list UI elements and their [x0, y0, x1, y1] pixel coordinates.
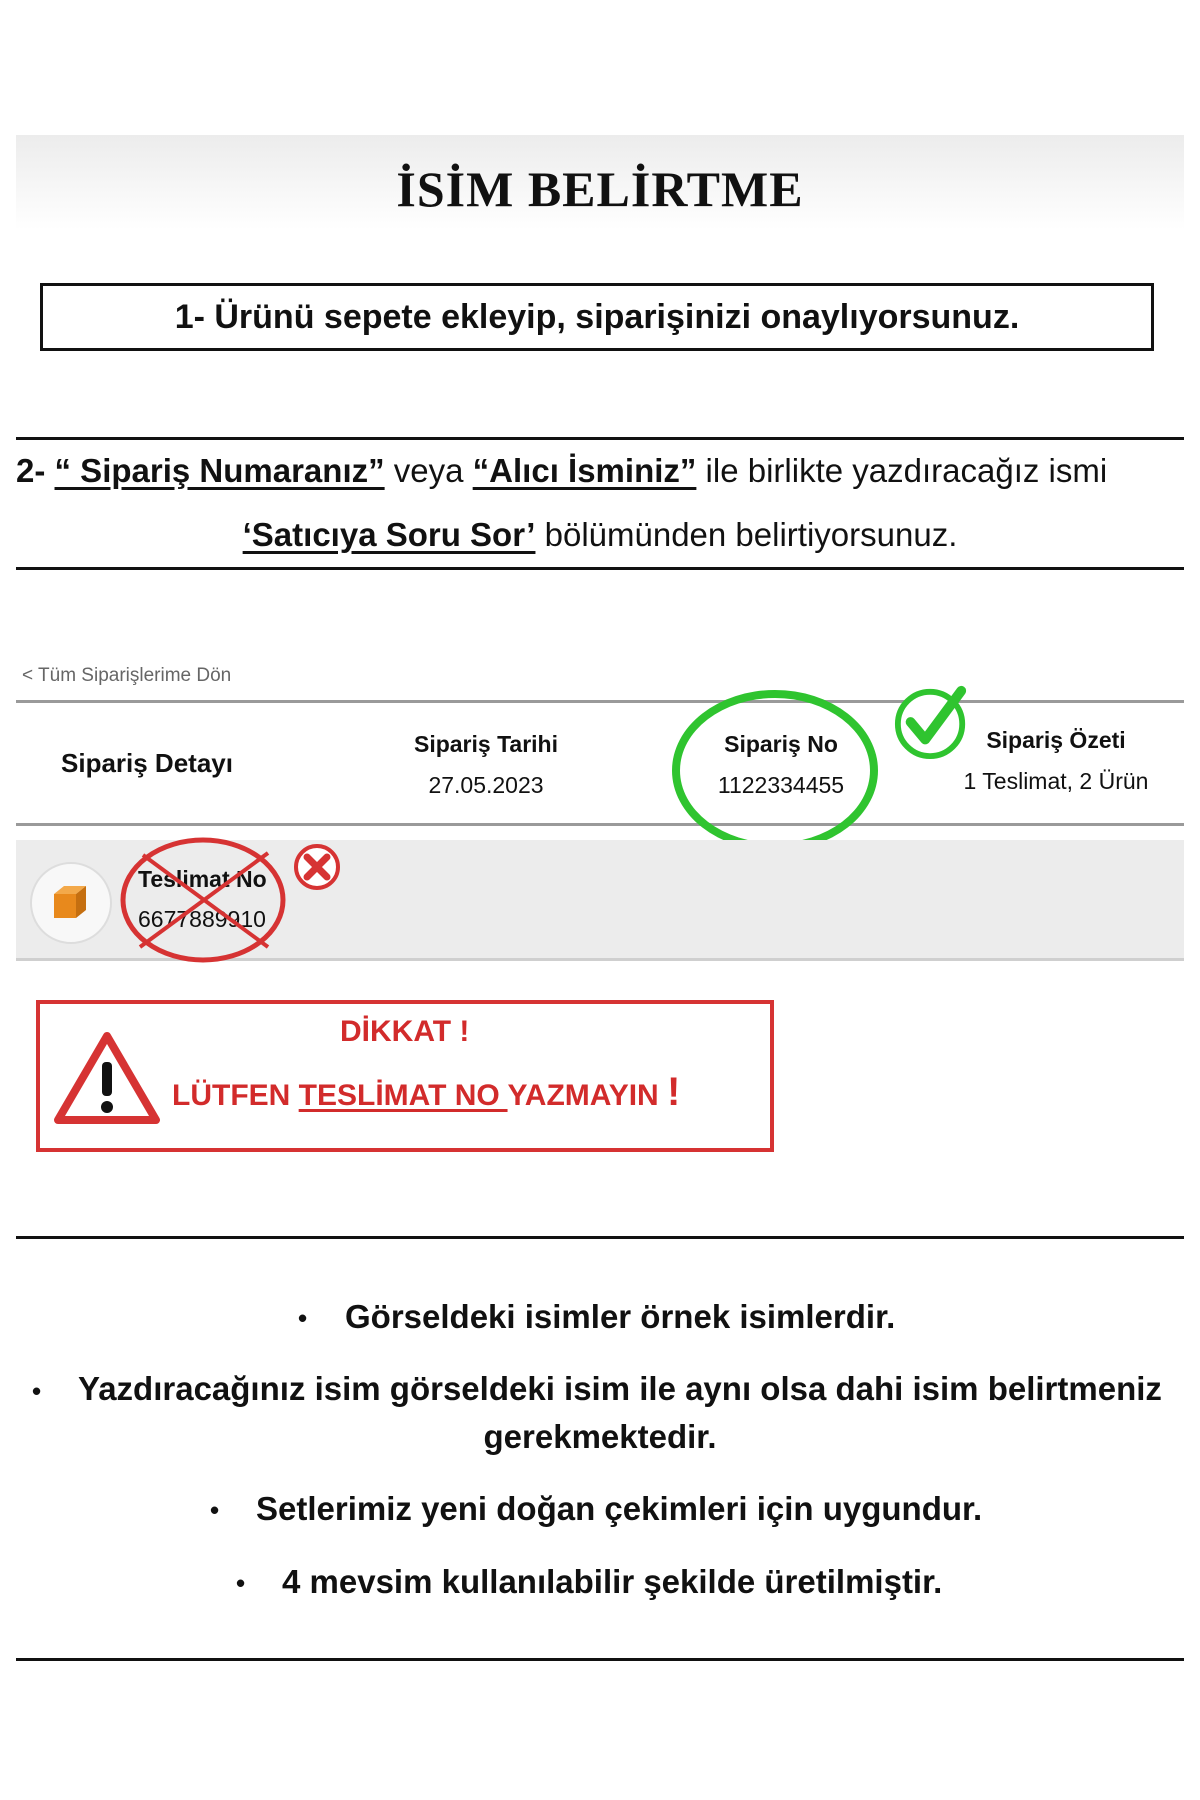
step-2-ending: bölümünden belirtiyorsunuz.: [535, 516, 958, 553]
step-2-suffix: ile birlikte yazdıracağız ismi: [696, 452, 1108, 489]
order-header: [16, 700, 1184, 826]
warning-triangle-icon: [52, 1028, 162, 1128]
check-circle-icon: [893, 683, 971, 761]
delivery-no-value: 6677889910: [138, 906, 266, 932]
warning-title: DİKKAT !: [340, 1015, 470, 1048]
step-2-line-2: [16, 516, 1184, 554]
step-2-or: veya: [384, 452, 473, 489]
order-no-phrase: “ Sipariş Numaranız”: [54, 452, 385, 489]
back-to-orders-link[interactable]: < Tüm Siparişlerime Dön: [22, 665, 232, 686]
bullet-4: •: [236, 1568, 246, 1598]
warning-text: [172, 1070, 680, 1115]
warning-text-start: LÜTFEN: [172, 1079, 299, 1112]
note-4: 4 mevsim kullanılabilir şekilde üretilmiştir.: [282, 1563, 943, 1600]
note-2-continued: gerekmektedir.: [483, 1418, 717, 1455]
step-1-text: 1- Ürünü sepete ekleyip, siparişinizi onaylıyorsunuz.: [174, 297, 1020, 336]
step-2-number: 2-: [16, 452, 55, 489]
bullet-1: •: [298, 1303, 308, 1333]
divider-notes-top: [16, 1236, 1184, 1239]
order-date-label: Sipariş Tarihi: [413, 731, 558, 757]
note-2: Yazdıracağınız isim görseldeki isim ile aynı olsa dahi isim belirtmeniz: [78, 1370, 1162, 1407]
bullet-3: •: [210, 1495, 220, 1525]
order-date-value: 27.05.2023: [428, 772, 544, 798]
order-number-value: 1122334455: [717, 772, 845, 798]
bullet-2: •: [32, 1376, 42, 1406]
warning-text-delivery-no: TESLİMAT NO: [298, 1079, 508, 1112]
order-summary-label: Sipariş Özeti: [986, 727, 1126, 753]
x-circle-icon: [292, 842, 342, 892]
package-box-icon: [50, 882, 90, 922]
order-date: [371, 731, 601, 799]
step-2-line-1: [16, 452, 1184, 490]
note-3: Setlerimiz yeni doğan çekimleri için uygundur.: [256, 1490, 983, 1527]
order-number-highlight: [672, 690, 878, 851]
step-1-box: [40, 283, 1154, 351]
divider-top: [16, 437, 1184, 440]
recipient-phrase: “Alıcı İsminiz”: [472, 452, 697, 489]
warning-exclamation: !: [667, 1070, 681, 1114]
warning-text-end: YAZMAYIN: [507, 1079, 668, 1112]
ask-seller-phrase: ‘Satıcıya Soru Sor’: [242, 516, 536, 553]
delivery-no-label: Teslimat No: [138, 866, 267, 892]
order-summary-value: 1 Teslimat, 2 Ürün: [963, 768, 1149, 794]
order-number-label: Sipariş No: [724, 731, 838, 757]
order-detail-title: Sipariş Detayı: [61, 748, 233, 778]
note-1: Görseldeki isimler örnek isimlerdir.: [345, 1298, 896, 1335]
page-title: İSİM BELİRTME: [396, 161, 804, 217]
divider-bottom: [16, 1658, 1184, 1661]
order-summary: [941, 727, 1171, 795]
divider-step-2: [16, 567, 1184, 570]
delivery-no-crossed-out: [118, 835, 288, 965]
